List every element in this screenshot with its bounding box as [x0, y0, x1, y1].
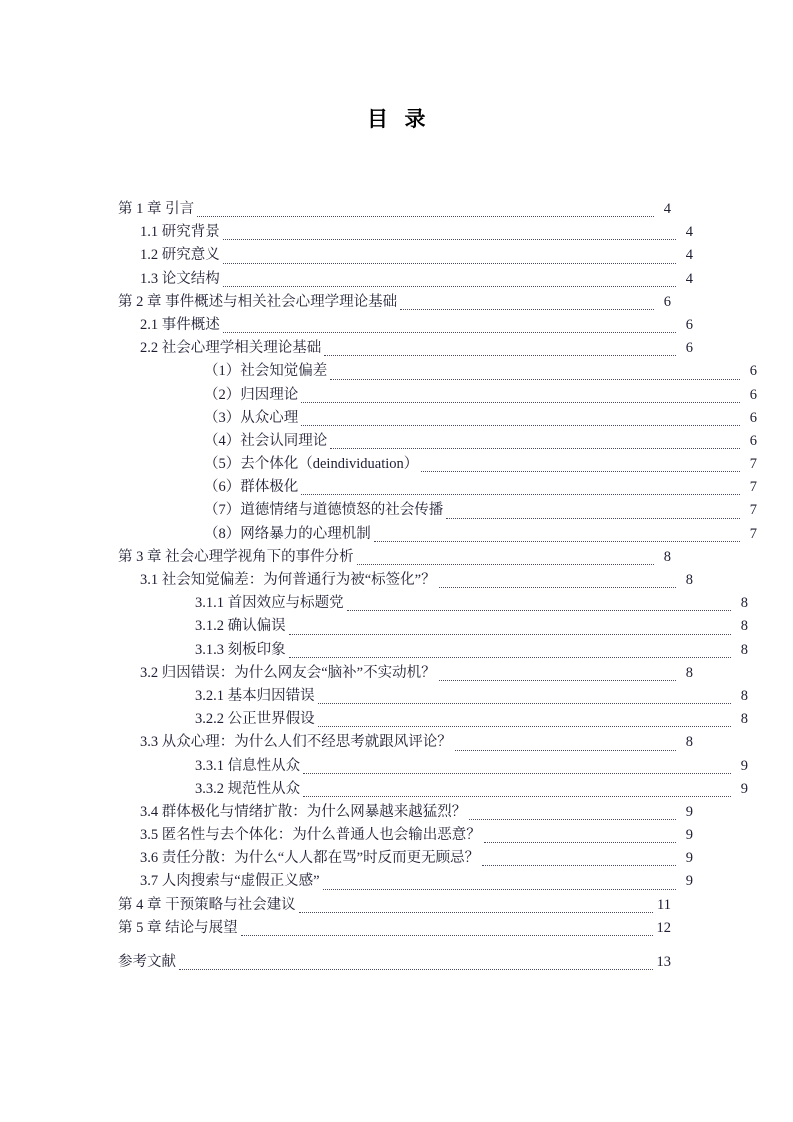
- toc-entry[interactable]: [118, 615, 748, 638]
- toc-dot-leader: [318, 726, 731, 727]
- toc-entry-page-number: 9: [740, 757, 748, 774]
- toc-entry-page-number: 6: [749, 432, 757, 449]
- toc-entry[interactable]: [118, 314, 693, 337]
- toc-entry[interactable]: [118, 360, 757, 383]
- toc-entry-label: 2.2 社会心理学相关理论基础: [140, 340, 322, 357]
- toc-dot-leader: [439, 587, 676, 588]
- toc-entry[interactable]: [118, 268, 693, 291]
- toc-entry[interactable]: [118, 824, 693, 847]
- toc-dot-leader: [197, 216, 654, 217]
- toc-dot-leader: [482, 865, 676, 866]
- toc-entry[interactable]: [118, 801, 693, 824]
- toc-entry-page-number: 12: [656, 919, 671, 936]
- toc-entry-page-number: 7: [749, 525, 757, 542]
- toc-entry-label: 参考文献: [118, 954, 176, 970]
- toc-dot-leader: [303, 773, 731, 774]
- toc-entry-page-number: 8: [685, 572, 693, 588]
- toc-dot-leader: [469, 819, 676, 820]
- toc-entry-label: 第 1 章 引言: [118, 201, 195, 217]
- toc-dot-leader: [446, 518, 740, 519]
- toc-entry[interactable]: [118, 337, 693, 360]
- toc-entry-label: （3）从众心理: [204, 409, 299, 426]
- toc-entry[interactable]: [118, 499, 757, 522]
- toc-dot-leader: [357, 564, 654, 565]
- toc-entry-label: 3.6 责任分散：为什么“人人都在骂”时反而更无顾忌？: [140, 850, 480, 867]
- toc-entry-page-number: 8: [740, 711, 748, 728]
- toc-entry-page-number: 6: [749, 386, 757, 403]
- toc-entry[interactable]: [118, 476, 757, 499]
- toc-entry-label: 3.3.2 规范性从众: [195, 780, 301, 797]
- toc-entry[interactable]: [118, 917, 671, 940]
- toc-dot-leader: [374, 541, 740, 542]
- toc-entry-label: （8）网络暴力的心理机制: [204, 525, 371, 542]
- toc-entry-page-number: 4: [685, 224, 693, 241]
- toc-dot-leader: [223, 239, 676, 240]
- toc-entry-page-number: 6: [749, 409, 757, 426]
- toc-entry[interactable]: [118, 708, 748, 731]
- toc-entry-page-number: 8: [663, 548, 671, 565]
- toc-dot-leader: [303, 796, 731, 797]
- toc-entry-label: 第 2 章 事件概述与相关社会心理学理论基础: [118, 293, 398, 310]
- toc-entry[interactable]: [118, 731, 693, 754]
- toc-entry[interactable]: [118, 847, 693, 870]
- toc-dot-leader: [179, 969, 653, 970]
- toc-dot-leader: [289, 634, 731, 635]
- toc-entry[interactable]: [118, 662, 693, 685]
- toc-entry-label: 3.5 匿名性与去个体化：为什么普通人也会输出恶意？: [140, 827, 481, 844]
- toc-entry-label: 3.3 从众心理：为什么人们不经思考就跟风评论？: [140, 734, 452, 751]
- toc-entry-page-number: 6: [663, 293, 671, 310]
- toc-entry-page-number: 11: [657, 896, 671, 913]
- toc-entry-label: 1.2 研究意义: [140, 247, 220, 264]
- toc-entry[interactable]: [118, 755, 748, 778]
- table-of-contents: [118, 198, 757, 974]
- toc-dot-leader: [241, 935, 653, 936]
- toc-entry[interactable]: [118, 592, 748, 615]
- toc-entry-label: （4）社会认同理论: [204, 432, 328, 449]
- toc-dot-leader: [439, 680, 676, 681]
- toc-dot-leader: [330, 448, 740, 449]
- toc-entry[interactable]: [118, 685, 748, 708]
- toc-entry[interactable]: [118, 870, 693, 893]
- toc-dot-leader: [301, 425, 740, 426]
- toc-entry-page-number: 8: [740, 687, 748, 704]
- toc-entry-page-number: 9: [740, 780, 748, 797]
- toc-dot-leader: [421, 471, 740, 472]
- toc-entry-page-number: 9: [685, 850, 693, 867]
- toc-entry-label: 第 5 章 结论与展望: [118, 919, 238, 936]
- toc-entry-label: 3.1 社会知觉偏差：为何普通行为被“标签化”？: [140, 572, 436, 588]
- toc-entry-page-number: 4: [685, 247, 693, 264]
- toc-entry-label: （5）去个体化（deindividuation）: [204, 456, 419, 473]
- toc-entry-label: 3.3.1 信息性从众: [195, 757, 301, 774]
- toc-dot-leader: [223, 263, 676, 264]
- toc-dot-leader: [289, 657, 731, 658]
- toc-entry[interactable]: [118, 244, 693, 267]
- toc-entry[interactable]: [118, 198, 671, 221]
- toc-entry-page-number: 7: [749, 502, 757, 519]
- toc-entry[interactable]: [118, 569, 693, 592]
- toc-entry[interactable]: [118, 894, 671, 917]
- toc-entry-page-number: 4: [685, 270, 693, 287]
- toc-entry[interactable]: [118, 221, 693, 244]
- toc-entry-label: 3.1.2 确认偏误: [195, 618, 286, 635]
- toc-entry-label: 3.4 群体极化与情绪扩散：为什么网暴越来越猛烈？: [140, 803, 467, 820]
- toc-entry[interactable]: [118, 453, 757, 476]
- toc-entry-page-number: 8: [740, 641, 748, 658]
- toc-entry[interactable]: [118, 639, 748, 662]
- title-char-second: 录: [404, 107, 426, 131]
- toc-entry-page-number: 6: [685, 316, 693, 333]
- toc-entry-label: 3.1.3 刻板印象: [195, 641, 286, 658]
- toc-dot-leader: [323, 889, 676, 890]
- toc-dot-leader: [299, 912, 653, 913]
- toc-entry-label: （2）归因理论: [204, 386, 299, 403]
- toc-entry-page-number: 9: [685, 873, 693, 890]
- toc-entry-label: 3.2 归因错误：为什么网友会“脑补”不实动机？: [140, 664, 436, 681]
- toc-entry-page-number: 6: [749, 363, 757, 380]
- page-title: [0, 103, 793, 133]
- toc-entry-label: 1.3 论文结构: [140, 270, 220, 287]
- toc-entry-label: 3.2.1 基本归因错误: [195, 687, 315, 704]
- toc-entry[interactable]: [118, 430, 757, 453]
- toc-entry-page-number: 9: [685, 827, 693, 844]
- toc-entry-label: 第 3 章 社会心理学视角下的事件分析: [118, 548, 354, 565]
- toc-dot-leader: [455, 750, 676, 751]
- toc-entry-page-number: 8: [685, 734, 693, 751]
- toc-entry-label: （1）社会知觉偏差: [204, 363, 328, 380]
- toc-entry-page-number: 9: [685, 803, 693, 820]
- title-char-first: 目: [367, 107, 389, 131]
- toc-entry-label: 2.1 事件概述: [140, 316, 220, 333]
- toc-entry[interactable]: [118, 951, 671, 974]
- toc-entry-label: 第 4 章 干预策略与社会建议: [118, 896, 296, 913]
- toc-entry-page-number: 4: [663, 201, 671, 217]
- toc-entry-label: 3.1.1 首因效应与标题党: [195, 595, 344, 612]
- toc-entry[interactable]: [118, 523, 757, 546]
- toc-dot-leader: [324, 355, 676, 356]
- toc-entry-page-number: 6: [685, 340, 693, 357]
- toc-entry[interactable]: [118, 384, 757, 407]
- toc-entry[interactable]: [118, 291, 671, 314]
- toc-entry-page-number: 13: [656, 954, 671, 970]
- toc-entry-label: 3.2.2 公正世界假设: [195, 711, 315, 728]
- toc-dot-leader: [223, 286, 676, 287]
- toc-entry-label: （6）群体极化: [204, 479, 299, 496]
- toc-dot-leader: [223, 332, 676, 333]
- toc-entry[interactable]: [118, 778, 748, 801]
- toc-entry-page-number: 8: [685, 664, 693, 681]
- toc-entry[interactable]: [118, 407, 757, 430]
- toc-entry-page-number: 7: [749, 479, 757, 496]
- toc-dot-leader: [484, 842, 676, 843]
- toc-dot-leader: [301, 402, 740, 403]
- toc-entry-label: （7）道德情绪与道德愤怒的社会传播: [204, 502, 444, 519]
- toc-entry-label: 1.1 研究背景: [140, 224, 220, 241]
- toc-entry-label: 3.7 人肉搜索与“虚假正义感”: [140, 873, 320, 890]
- toc-dot-leader: [301, 494, 740, 495]
- toc-entry-page-number: 8: [740, 618, 748, 635]
- toc-dot-leader: [347, 610, 731, 611]
- toc-dot-leader: [400, 309, 654, 310]
- toc-dot-leader: [318, 703, 731, 704]
- toc-entry[interactable]: [118, 546, 671, 569]
- toc-entry-page-number: 8: [740, 595, 748, 612]
- toc-entry-page-number: 7: [749, 456, 757, 473]
- toc-dot-leader: [330, 379, 740, 380]
